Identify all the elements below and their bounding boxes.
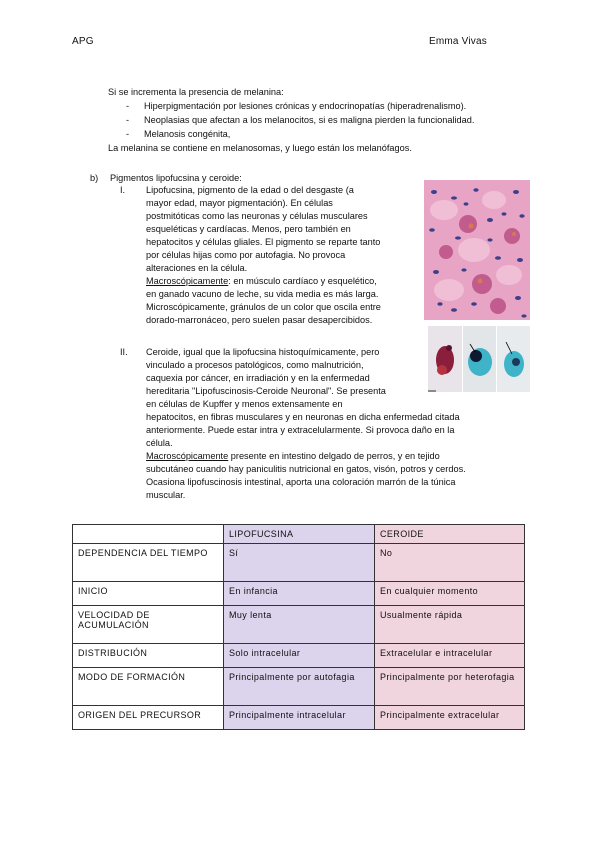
text-line: esqueléticas y cardíacas. Menos, pero también en [146,224,351,234]
text-line: Ocasiona lipofuscinosis intestinal, aporta una coloración marrón de la túnica [146,477,456,487]
text-line: vinculado a procesos patológicos, como malnutrición, [146,360,364,370]
header-left: APG [72,36,94,47]
section-b-title: Pigmentos lipofucsina y ceroide: [110,173,242,183]
text-line: por células hijas como por autofagia. No provoca [146,250,346,260]
melanina-intro: Si se incrementa la presencia de melanina: [108,87,284,97]
table-cell: En infancia [224,582,375,606]
column-header-lipofucsina: LIPOFUCSINA [224,525,375,544]
text-line: alteraciones en la célula. [146,263,248,273]
text-line: Macroscópicamente: en músculo cardíaco y esquelético, [146,276,377,286]
text-line: Ceroide, igual que la lipofucsina histoquímicamente, pero [146,347,380,357]
row-label: DISTRIBUCIÓN [73,644,224,668]
text-line: subcutáneo cuando hay paniculitis nutricional en gatos, visón, potros y cerdos. [146,464,466,474]
roman-numeral-2: II. [120,347,128,357]
text-line: Microscópicamente, gránulos de un color que oscila entre [146,302,381,312]
list-item: - Neoplasias que afectan a los melanocitos, si es maligna pierden la funcionalidad. [126,114,474,128]
text-line: hepatocitos y células gliales. El pigmento se reparte tanto [146,237,381,247]
roman-numeral-1: I. [120,185,126,195]
table-cell: Principalmente por autofagia [224,668,375,706]
table-row [73,706,525,730]
row-label: ORIGEN DEL PRECURSOR [73,706,224,730]
text-line: hereditaria "Lipofuscinosis-Ceroide Neuronal". Se presenta [146,386,386,396]
table-row [73,582,525,606]
table-cell: Muy lenta [224,606,375,644]
text-line: en células de Kupffer y menos extensamente en [146,399,343,409]
table-cell: No [375,544,525,582]
row-label: DEPENDENCIA DEL TIEMPO [73,544,224,582]
text-line: anteriormente. Puede estar intra y extracelularmente. Si provoca daño en la [146,425,455,435]
table-cell: Sí [224,544,375,582]
list-item: - Melanosis congénita, [126,128,474,142]
table-cell: Extracelular e intracelular [375,644,525,668]
text-line: postmitóticas como las neuronas y células musculares [146,211,368,221]
text-line: en ganado vacuno de leche, su vida media es más larga. [146,289,379,299]
lipofucsina-paragraph [146,184,416,327]
macro-label: Macroscópicamente [146,276,229,286]
comparison-table [72,524,525,730]
row-label: INICIO [73,582,224,606]
table-row [73,644,525,668]
row-label: MODO DE FORMACIÓN [73,668,224,706]
text-line: Lipofucsina, pigmento de la edad o del desgaste (a [146,185,354,195]
text-line: mayor edad, mayor pigmentación). En células [146,198,333,208]
list-item: - Hiperpigmentación por lesiones crónicas y endocrinopatías (hiperadrenalismo). [126,100,474,114]
table-cell: En cualquier momento [375,582,525,606]
table-row [73,668,525,706]
row-label: VELOCIDAD DE ACUMULACIÓN [73,606,224,644]
text-line: dorado-marronáceo, pero suelen pasar desapercibidos. [146,315,373,325]
text-line: célula. [146,438,173,448]
text-line: Macroscópicamente presente en intestino delgado de perros, y en tejido [146,451,440,461]
text-line: caquexia por cáncer, en irradiación y en la enfermedad [146,373,370,383]
table-row [73,606,525,644]
melanina-closing: La melanina se contiene en melanosomas, y luego están los melanófagos. [108,143,412,153]
table-cell: Principalmente por heterofagia [375,668,525,706]
macro-label: Macroscópicamente [146,451,229,461]
text-line: hepatocitos, en fibras musculares y en neuronas en dicha enfermedad citada [146,412,460,422]
table-cell: Principalmente extracelular [375,706,525,730]
table-cell: Principalmente intracelular [224,706,375,730]
table-cell [73,525,224,544]
melanina-list [126,100,474,142]
table-row [73,544,525,582]
column-header-ceroide: CEROIDE [375,525,525,544]
table-cell: Solo intracelular [224,644,375,668]
text-line: muscular. [146,490,186,500]
header-right: Emma Vivas [429,36,487,47]
section-b-label: b) [90,173,99,183]
table-row [73,525,525,544]
histology-image-lipofuscin [424,180,530,320]
microscopy-image-ceroid [428,326,530,392]
table-cell: Usualmente rápida [375,606,525,644]
